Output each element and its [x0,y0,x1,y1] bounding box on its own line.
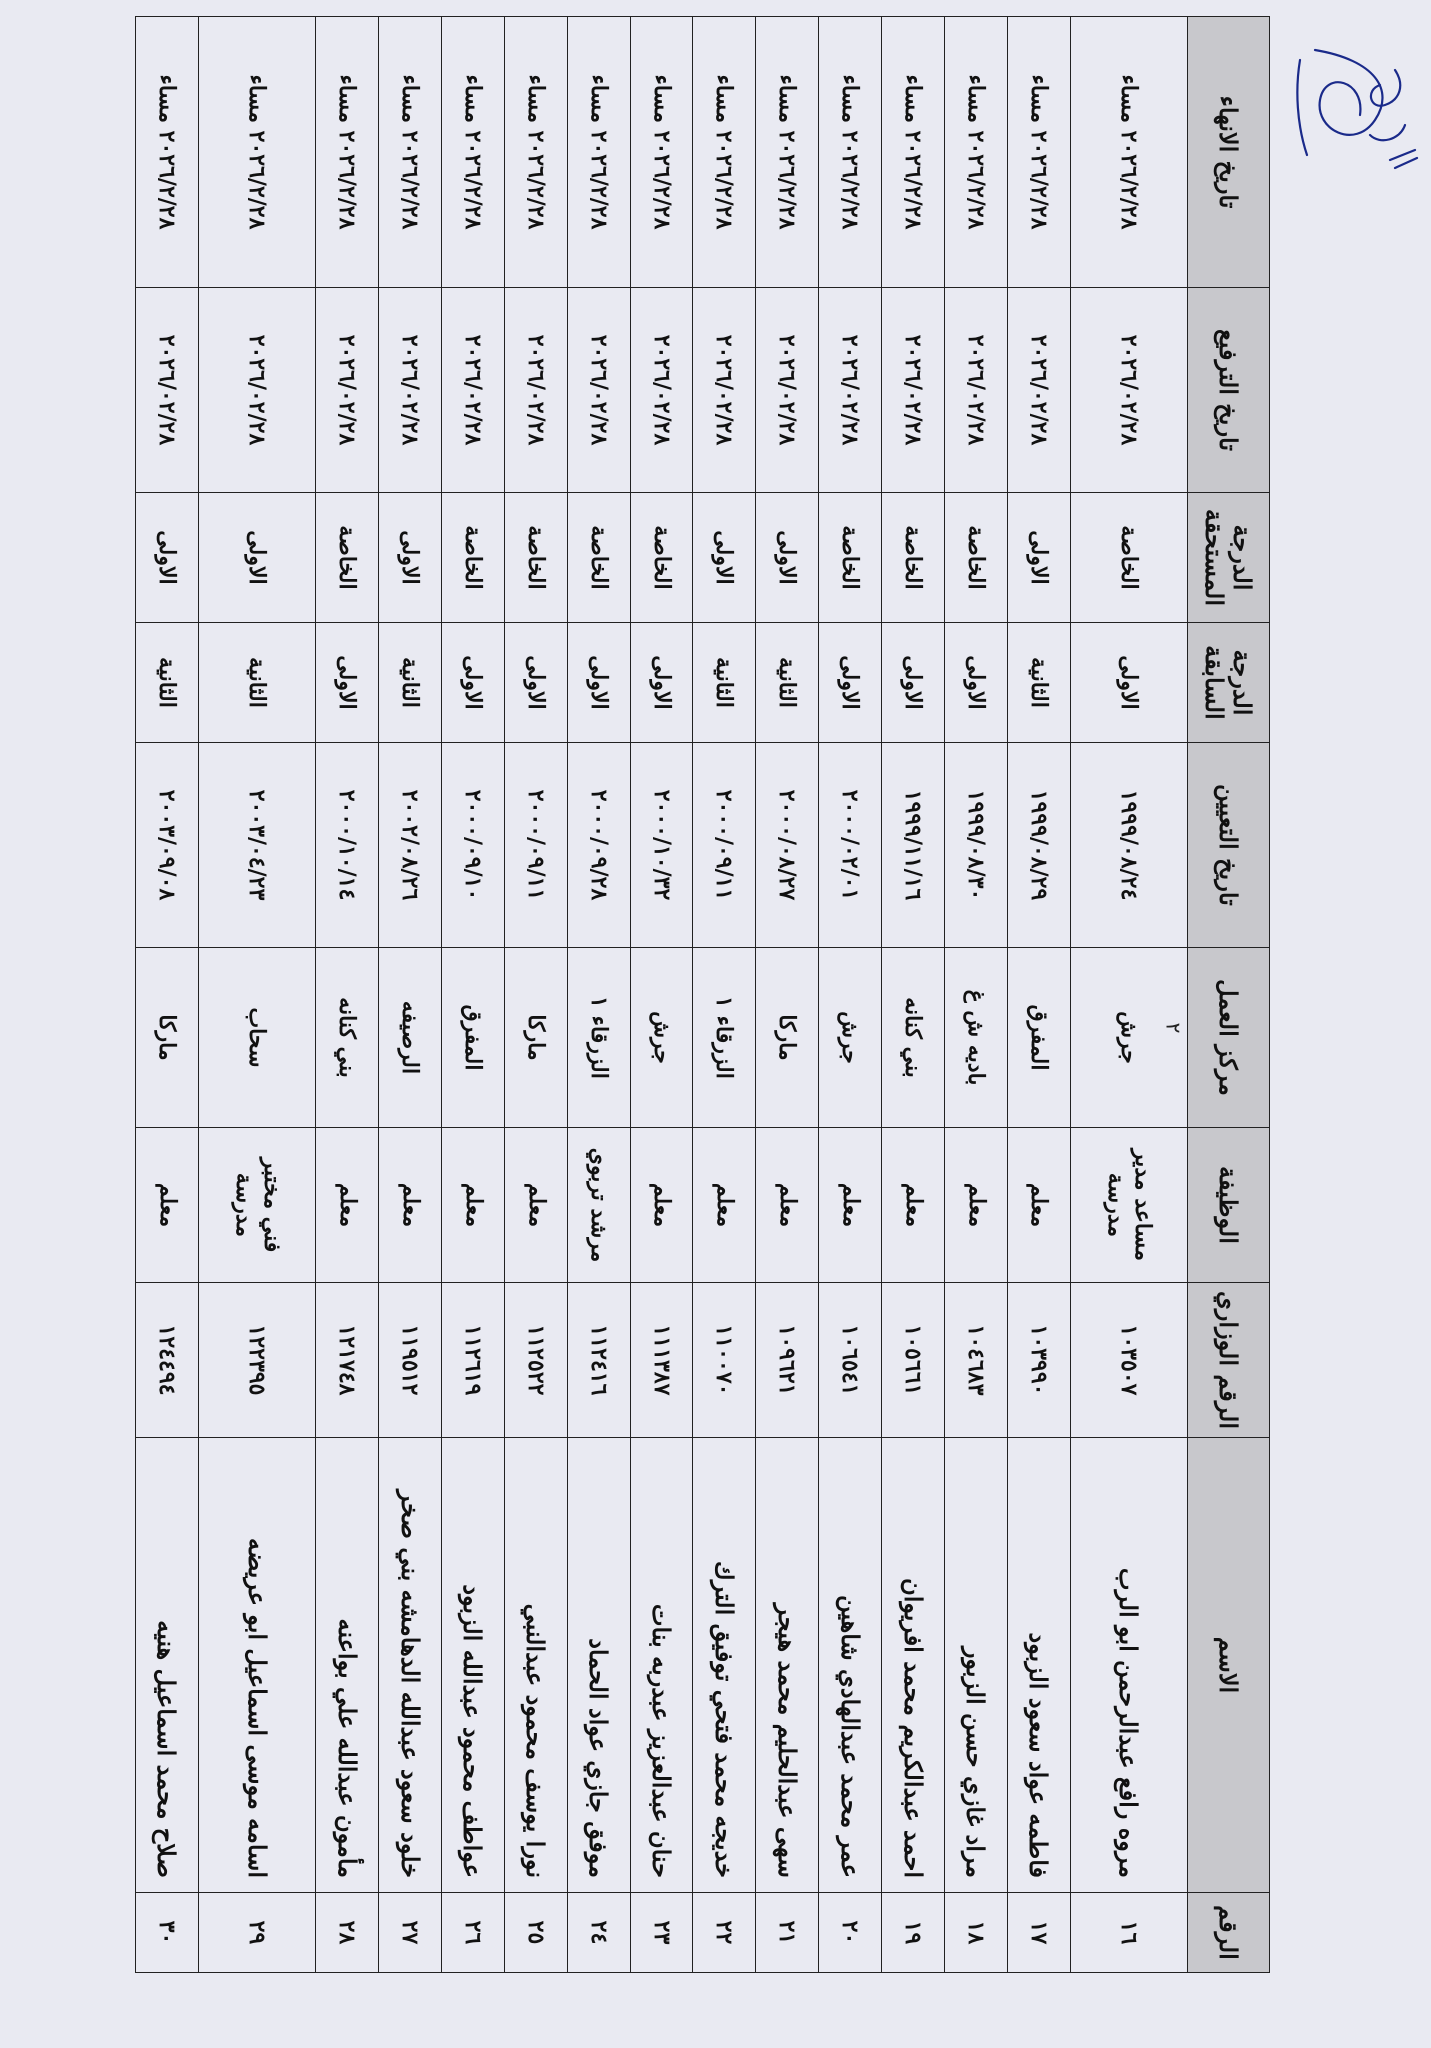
table-row [1070,17,1187,1973]
cell-due-grade: الخاصة [1070,493,1187,623]
cell-prev-grade: الاولى [567,623,630,743]
cell-center: بني كنانه [882,948,945,1128]
cell-prev-grade: الثانية [1007,623,1070,743]
cell-name: مأمون عبدالله علي بواعنه [316,1438,379,1893]
cell-end: ٢٠٢٦/٢/٢٨ مساء [882,17,945,288]
cell-ministerial: ١١٢٤١٦ [567,1283,630,1438]
cell-promo: ٢٠٢٦/٠٢/٢٨ [630,288,693,493]
cell-appoint: ٢٠٠٣/٠٩/٠٨ [136,743,199,948]
cell-end: ٢٠٢٦/٢/٢٨ مساء [379,17,442,288]
cell-ministerial: ١٢٤٤٩٤ [136,1283,199,1438]
cell-prev-grade: الاولى [819,623,882,743]
cell-prev-grade: الاولى [1070,623,1187,743]
cell-due-grade: الاولى [379,493,442,623]
table-row [819,17,882,1973]
cell-name: سهى عبدالحليم محمد هيجر [756,1438,819,1893]
cell-center: ماركا [756,948,819,1128]
page-number: ٢ [1161,1022,1186,1034]
cell-prev-grade: الاولى [944,623,1007,743]
cell-promo: ٢٠٢٦/٠٢/٢٨ [316,288,379,493]
cell-promo: ٢٠٢٦/٠٢/٢٨ [819,288,882,493]
header-center: مركز العمل [1188,948,1270,1128]
header-name: الاسم [1188,1438,1270,1893]
cell-due-grade: الخاصة [819,493,882,623]
cell-job: معلم [693,1128,756,1283]
cell-appoint: ٢٠٠٠/٠٢/٠١ [819,743,882,948]
table-row [944,17,1007,1973]
cell-num: ١٧ [1007,1893,1070,1973]
header-row [1188,17,1270,1973]
cell-center: الزرقاء ١ [567,948,630,1128]
cell-due-grade: الخاصة [630,493,693,623]
cell-end: ٢٠٢٦/٢/٢٨ مساء [1070,17,1187,288]
cell-promo: ٢٠٢٦/٠٢/٢٨ [882,288,945,493]
cell-end: ٢٠٢٦/٢/٢٨ مساء [199,17,316,288]
cell-end: ٢٠٢٦/٢/٢٨ مساء [1007,17,1070,288]
cell-job: معلم [1007,1128,1070,1283]
cell-ministerial: ١٠٥٦٦١ [882,1283,945,1438]
cell-due-grade: الاولى [136,493,199,623]
cell-name: صلاح محمد اسماعيل هنيه [136,1438,199,1893]
table-row [1007,17,1070,1973]
cell-center: المفرق [1007,948,1070,1128]
cell-due-grade: الخاصة [567,493,630,623]
cell-end: ٢٠٢٦/٢/٢٨ مساء [567,17,630,288]
cell-appoint: ٢٠٠٠/٠٩/٢٨ [567,743,630,948]
cell-name: موفق جازي عواد الحماد [567,1438,630,1893]
cell-job: معلم [504,1128,567,1283]
cell-center: جرش [1070,948,1187,1128]
cell-name: مروه رافع عبدالرحمن ابو الرب [1070,1438,1187,1893]
cell-num: ١٨ [944,1893,1007,1973]
cell-num: ٢٤ [567,1893,630,1973]
cell-prev-grade: الاولى [316,623,379,743]
cell-ministerial: ١٠٣٩٩٠ [1007,1283,1070,1438]
table-row [756,17,819,1973]
cell-ministerial: ١١٩٥١٢ [379,1283,442,1438]
table-row [316,17,379,1973]
cell-due-grade: الاولى [199,493,316,623]
cell-num: ٣٠ [136,1893,199,1973]
header-job: الوظيفة [1188,1128,1270,1283]
cell-center: الرصيفه [379,948,442,1128]
cell-name: مراد غازي حسن الزبور [944,1438,1007,1893]
cell-num: ٢٢ [693,1893,756,1973]
cell-ministerial: ١٢١٧٤٨ [316,1283,379,1438]
cell-num: ٢٠ [819,1893,882,1973]
cell-job: معلم [136,1128,199,1283]
cell-appoint: ١٩٩٩/٠٨/٣٠ [944,743,1007,948]
cell-job: فني مختبر مدرسة [199,1128,316,1283]
cell-ministerial: ١١٠٠٧٠ [693,1283,756,1438]
cell-job: معلم [819,1128,882,1283]
cell-job: معلم [316,1128,379,1283]
cell-num: ٢١ [756,1893,819,1973]
cell-ministerial: ١٠٦٥٤١ [819,1283,882,1438]
cell-job: معلم [756,1128,819,1283]
cell-ministerial: ١٠٣٥٠٧ [1070,1283,1187,1438]
cell-end: ٢٠٢٦/٢/٢٨ مساء [442,17,505,288]
cell-num: ٢٧ [379,1893,442,1973]
cell-appoint: ٢٠٠٠/٠٩/١١ [693,743,756,948]
cell-name: احمد عبدالكريم محمد افريوان [882,1438,945,1893]
cell-name: حنان عبدالعزيز عبدربه بنات [630,1438,693,1893]
cell-due-grade: الخاصة [442,493,505,623]
table-row [630,17,693,1973]
table-row [567,17,630,1973]
cell-promo: ٢٠٢٦/٠٢/٢٨ [1007,288,1070,493]
cell-appoint: ١٩٩٩/١١/١٦ [882,743,945,948]
cell-end: ٢٠٢٦/٢/٢٨ مساء [693,17,756,288]
cell-prev-grade: الثانية [136,623,199,743]
header-appoint: تاريخ التعيين [1188,743,1270,948]
cell-due-grade: الاولى [1007,493,1070,623]
header-num: الرقم [1188,1893,1270,1973]
cell-appoint: ٢٠٠٠/١٠/٣٢ [630,743,693,948]
cell-promo: ٢٠٢٦/٠٢/٢٨ [199,288,316,493]
cell-job: مساعد مدير مدرسة [1070,1128,1187,1283]
cell-promo: ٢٠٢٦/٠٢/٢٨ [567,288,630,493]
cell-due-grade: الاولى [756,493,819,623]
table-body [136,17,1188,1973]
cell-end: ٢٠٢٦/٢/٢٨ مساء [316,17,379,288]
cell-center: جرش [630,948,693,1128]
cell-appoint: ٢٠٠٠/٠٨/٢٧ [756,743,819,948]
cell-appoint: ٢٠٠٠/١٠/١٤ [316,743,379,948]
cell-center: ماركا [136,948,199,1128]
cell-center: ماركا [504,948,567,1128]
cell-center: سحاب [199,948,316,1128]
table-row [882,17,945,1973]
cell-name: اسامه موسى اسماعيل ابو عريضه [199,1438,316,1893]
cell-name: فاطمه عواد سعود الزبود [1007,1438,1070,1893]
cell-prev-grade: الثانية [199,623,316,743]
cell-num: ٢٩ [199,1893,316,1973]
cell-center: بني كنانه [316,948,379,1128]
cell-prev-grade: الاولى [882,623,945,743]
cell-ministerial: ١١١٣٨٧ [630,1283,693,1438]
cell-prev-grade: الثانية [756,623,819,743]
cell-promo: ٢٠٢٦/٠٢/٢٨ [1070,288,1187,493]
cell-promo: ٢٠٢٦/٠٢/٢٨ [442,288,505,493]
cell-prev-grade: الاولى [442,623,505,743]
cell-appoint: ٢٠٠٣/٠٤/٢٣ [199,743,316,948]
cell-job: معلم [379,1128,442,1283]
cell-due-grade: الخاصة [944,493,1007,623]
cell-end: ٢٠٢٦/٢/٢٨ مساء [756,17,819,288]
cell-prev-grade: الاولى [504,623,567,743]
cell-job: معلم [442,1128,505,1283]
cell-appoint: ١٩٩٩/٠٨/٢٤ [1070,743,1187,948]
cell-num: ٢٦ [442,1893,505,1973]
cell-ministerial: ١٠٩٦٢١ [756,1283,819,1438]
cell-job: مرشد تربوي [567,1128,630,1283]
cell-promo: ٢٠٢٦/٠٢/٢٨ [693,288,756,493]
cell-promo: ٢٠٢٦/٠٢/٢٨ [379,288,442,493]
cell-job: معلم [944,1128,1007,1283]
cell-appoint: ١٩٩٩/٠٨/٢٩ [1007,743,1070,948]
header-prev-grade: الدرجة السابقة [1188,623,1270,743]
cell-center: جرش [819,948,882,1128]
table-row [199,17,316,1973]
cell-prev-grade: الاولى [630,623,693,743]
cell-due-grade: الخاصة [504,493,567,623]
table-row [504,17,567,1973]
cell-center: المفرق [442,948,505,1128]
cell-due-grade: الخاصة [316,493,379,623]
cell-name: خديجه محمد فتحي توفيق الترك [693,1438,756,1893]
cell-promo: ٢٠٢٦/٠٢/٢٨ [136,288,199,493]
table-row [379,17,442,1973]
table-row [693,17,756,1973]
cell-ministerial: ١١٢٦١٩ [442,1283,505,1438]
promotions-table [135,16,1270,1973]
cell-center: باديه ش غ [944,948,1007,1128]
cell-end: ٢٠٢٦/٢/٢٨ مساء [944,17,1007,288]
rotated-table-wrapper [135,16,1270,1972]
cell-appoint: ٢٠٠٢/٠٨/٢٦ [379,743,442,948]
header-end: تاريخ الانهاء [1188,17,1270,288]
table-row [136,17,199,1973]
cell-num: ٢٥ [504,1893,567,1973]
cell-due-grade: الاولى [693,493,756,623]
cell-center: الزرقاء ١ [693,948,756,1128]
cell-promo: ٢٠٢٦/٠٢/٢٨ [756,288,819,493]
cell-end: ٢٠٢٦/٢/٢٨ مساء [819,17,882,288]
cell-prev-grade: الثانية [379,623,442,743]
cell-ministerial: ١١٢٥٢٢ [504,1283,567,1438]
cell-ministerial: ١٢٢٣٩٥ [199,1283,316,1438]
cell-name: خلود سعود عبدالله الدهامشه بني صخر [379,1438,442,1893]
cell-end: ٢٠٢٦/٢/٢٨ مساء [136,17,199,288]
document-page [135,16,1270,1972]
cell-num: ٢٨ [316,1893,379,1973]
cell-ministerial: ١٠٤٦٨٣ [944,1283,1007,1438]
table-row [442,17,505,1973]
cell-appoint: ٢٠٠٠/٠٩/١١ [504,743,567,948]
cell-name: نورا يوسف محمود عبدالنبي [504,1438,567,1893]
cell-promo: ٢٠٢٦/٠٢/٢٨ [504,288,567,493]
cell-end: ٢٠٢٦/٢/٢٨ مساء [630,17,693,288]
signature-mark [1280,25,1430,185]
cell-name: عواطف محمود عبدالله الزبود [442,1438,505,1893]
cell-appoint: ٢٠٠٠/٠٩/١٠ [442,743,505,948]
cell-end: ٢٠٢٦/٢/٢٨ مساء [504,17,567,288]
cell-num: ١٩ [882,1893,945,1973]
cell-due-grade: الخاصة [882,493,945,623]
cell-num: ١٦ [1070,1893,1187,1973]
header-promo: تاريخ الترفيع [1188,288,1270,493]
cell-prev-grade: الثانية [693,623,756,743]
header-ministerial: الرقم الوزاري [1188,1283,1270,1438]
cell-num: ٢٣ [630,1893,693,1973]
cell-job: معلم [882,1128,945,1283]
cell-job: معلم [630,1128,693,1283]
header-due-grade: الدرجة المستحقة [1188,493,1270,623]
cell-promo: ٢٠٢٦/٠٢/٢٨ [944,288,1007,493]
cell-name: عمر محمد عبدالهادي شاهين [819,1438,882,1893]
